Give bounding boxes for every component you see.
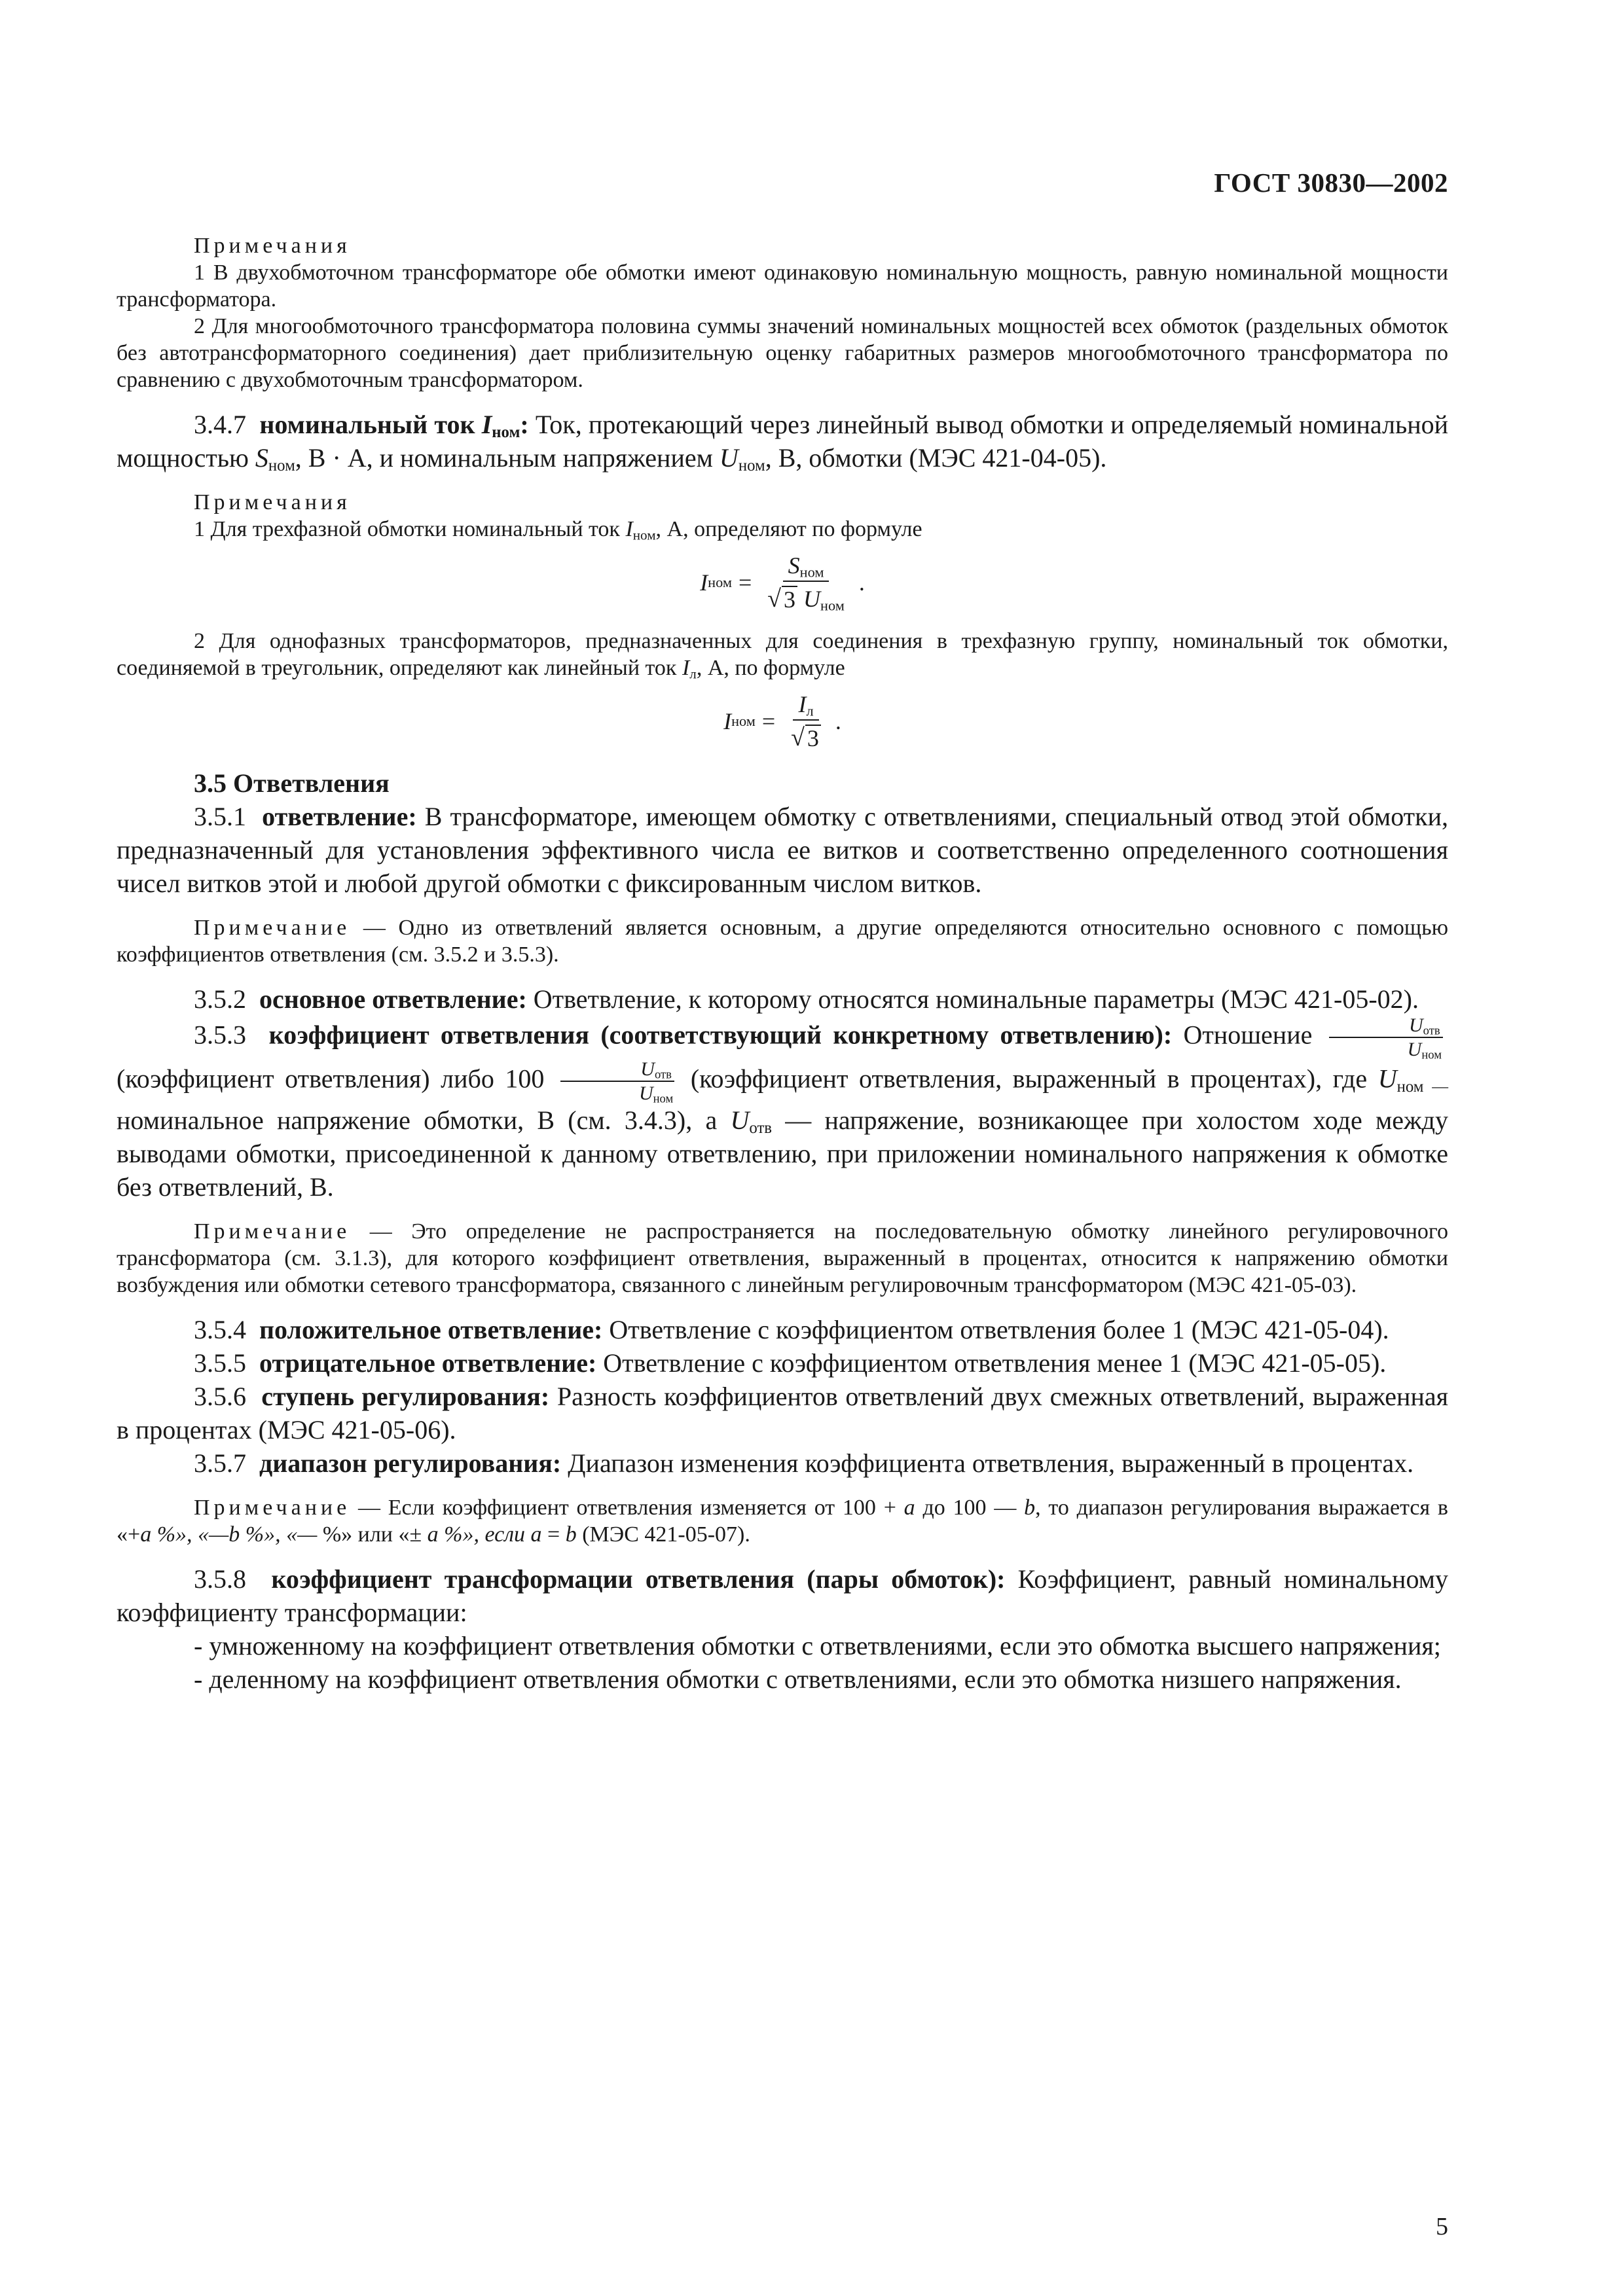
fraction-inline: $\frac{U_{отв}}{U_{ном}}$ xyxy=(1328,1016,1444,1060)
clause-3-5-1: 3.5.1 ответвление: В трансформаторе, имеющем обмотку с ответвлениями, специальный отвод этой обмотки, предназначенный для установления эффективного числа ее витков и соответственно определенного соотношения чисел витков этой и любой другой обмотки с фиксированным числом витков. xyxy=(117,802,1449,898)
section-heading: 3.5 Ответвления xyxy=(194,768,390,798)
clause-3-5-7: 3.5.7 диапазон регулирования: Диапазон изменения коэффициента ответвления, выраженный в процентах. xyxy=(194,1448,1414,1478)
note-item: 2 Для многообмоточного трансформатора половина суммы значений номинальных мощностей всех обмоток (раздельных обмоток без автотрансформаторного соединения) дает приблизительную оценку габаритных размеров многообмоточного трансформатора по сравнению с двухобмоточным трансформатором. xyxy=(117,314,1448,392)
clause-3-4-7: 3.4.7 номинальный ток $I_{ном}$: Ток, протекающий через линейный вывод обмотки и определяемый номинальной мощностью $S_{ном}$, В · А, и номинальным напряжением $U_{ном}$, В, обмотки (МЭС 421-04-05). xyxy=(117,410,1449,475)
list-item: - умноженному на коэффициент ответвления обмотки с ответвлениями, если это обмотка высшего напряжения; xyxy=(194,1631,1441,1660)
fraction-inline: $\frac{U_{отв}}{U_{ном}}$ xyxy=(559,1060,676,1103)
clause-3-5-5: 3.5.5 отрицательное ответвление: Ответвление с коэффициентом ответвления менее 1 (МЭС 421-05-05). xyxy=(194,1348,1387,1378)
clause-3-5-8: 3.5.8 коэффициент трансформации ответвления (пары обмоток): Коэффициент, равный номинальному коэффициенту трансформации: xyxy=(117,1564,1448,1627)
notes-title: Примечания xyxy=(194,234,351,258)
list-item: - деленному на коэффициент ответвления обмотки с ответвлениями, если это обмотка низшего напряжения. xyxy=(194,1664,1402,1694)
clause-3-5-2: 3.5.2 основное ответвление: Ответвление, к которому относятся номинальные параметры (МЭС 421-05-02). xyxy=(194,984,1419,1014)
fraction: $S_{ном}$ √ 3 $U_{ном}$ xyxy=(767,552,845,614)
note-item: 2 Для однофазных трансформаторов, предназначенных для соединения в трехфазную группу, номинальный ток обмотки, соединяемой в треугольник, определяют как линейный ток $I_л$, А, по формуле xyxy=(117,629,1448,682)
page-content xyxy=(117,232,1448,1696)
formula-rated-current-delta: I ном = $I_л$ √ 3 . xyxy=(723,691,841,752)
symbol: $I_{ном}$ xyxy=(481,410,520,442)
page-number: 5 xyxy=(1436,2213,1448,2240)
clause-3-5-3: 3.5.3 коэффициент ответвления (соответствующий конкретному ответвлению): Отношение $\frac{U_{отв}}{U_{ном}}$ (коэффициент ответвления) либо 100 $\frac{U_{отв}}{U_{ном}}$ (коэффициент ответвления, выраженный в процентах), где $U_{ном —}$ номинальное напряжение обмотки, В (см. 3.4.3), а $U_{отв}$ — напряжение, возникающее при холостом ходе между выводами обмотки, присоединенной к данному ответвлению, при приложении номинального напряжения к обмотке без ответвлений, В. xyxy=(117,1014,1449,1202)
note-3-5-7: Примечание — Если коэффициент ответвления изменяется от 100 + a до 100 — b, то диапазон регулирования выражается в «+a %», «—b %», «— %» или «± a %», если a = b (МЭС 421-05-07). xyxy=(117,1496,1448,1547)
clause-number: 3.4.7 xyxy=(194,410,246,439)
document-number: ГОСТ 30830—2002 xyxy=(1214,168,1448,198)
fraction: $I_л$ √ 3 xyxy=(786,691,826,752)
note-3-5-1: Примечание — Одно из ответвлений является основным, а другие определяются относительно основного с помощью коэффициентов ответвления (см. 3.5.2 и 3.5.3). xyxy=(117,916,1448,967)
note-item: 1 Для трехфазной обмотки номинальный ток $I_{ном}$, А, определяют по формуле xyxy=(194,517,922,543)
note-3-5-3: Примечание — Это определение не распространяется на последовательную обмотку линейного регулировочного трансформатора (см. 3.1.3), для которого коэффициент ответвления, выраженный в процентах, относится к напряжению обмотки возбуждения или обмотки сетевого трансформатора, связанного с линейным регулировочным трансформатором (МЭС 421-05-03). xyxy=(117,1219,1448,1297)
clause-3-5-4: 3.5.4 положительное ответвление: Ответвление с коэффициентом ответвления более 1 (МЭС 421-05-04). xyxy=(194,1315,1389,1344)
term: номинальный ток xyxy=(259,410,475,439)
formula-rated-current-3phase: I ном = $S_{ном}$ √ 3 $U_{ном}$ . xyxy=(700,552,865,614)
notes-title: Примечания xyxy=(194,490,351,514)
note-item: 1 В двухобмоточном трансформаторе обе обмотки имеют одинаковую номинальную мощность, равную номинальной мощности трансформатора. xyxy=(117,260,1448,312)
document-page xyxy=(117,0,1448,2296)
clause-3-5-6: 3.5.6 ступень регулирования: Разность коэффициентов ответвлений двух смежных ответвлений, выраженная в процентах (МЭС 421-05-06). xyxy=(117,1382,1449,1444)
